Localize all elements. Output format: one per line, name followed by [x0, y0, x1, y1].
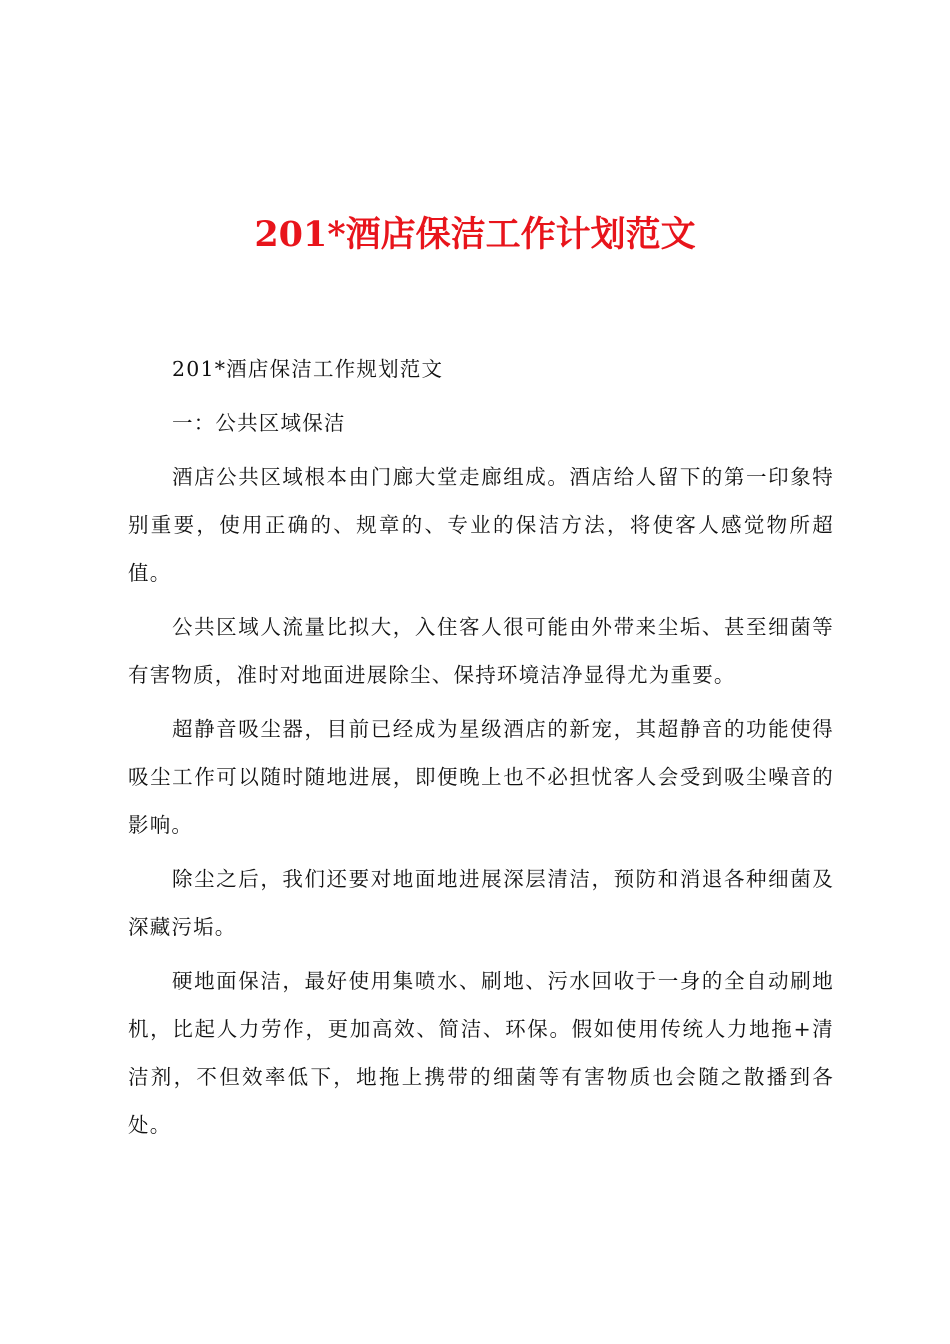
document-body	[128, 345, 834, 1149]
body-paragraph: 酒店公共区域根本由门廊大堂走廊组成。酒店给人留下的第一印象特别重要，使用正确的、规章的、专业的保洁方法，将使客人感觉物所超值。	[128, 465, 834, 585]
body-paragraph: 除尘之后，我们还要对地面地进展深层清洁，预防和消退各种细菌及深藏污垢。	[128, 867, 834, 939]
document-title: 201*酒店保洁工作计划范文	[254, 214, 696, 255]
body-paragraph: 硬地面保洁，最好使用集喷水、刷地、污水回收于一身的全自动刷地机，比起人力劳作，更加高效、简洁、环保。假如使用传统人力地拖+清洁剂，不但效率低下，地拖上携带的细菌等有害物质也会随之散播到各处。	[128, 969, 834, 1137]
body-paragraph: 公共区域人流量比拟大，入住客人很可能由外带来尘垢、甚至细菌等有害物质，准时对地面进展除尘、保持环境洁净显得尤为重要。	[128, 615, 834, 687]
subtitle-paragraph: 201*酒店保洁工作规划范文	[172, 357, 444, 381]
body-paragraph: 超静音吸尘器，目前已经成为星级酒店的新宠，其超静音的功能使得吸尘工作可以随时随地进展，即便晚上也不必担忧客人会受到吸尘噪音的影响。	[128, 717, 834, 837]
section-heading-paragraph: 一：公共区域保洁	[172, 411, 346, 435]
